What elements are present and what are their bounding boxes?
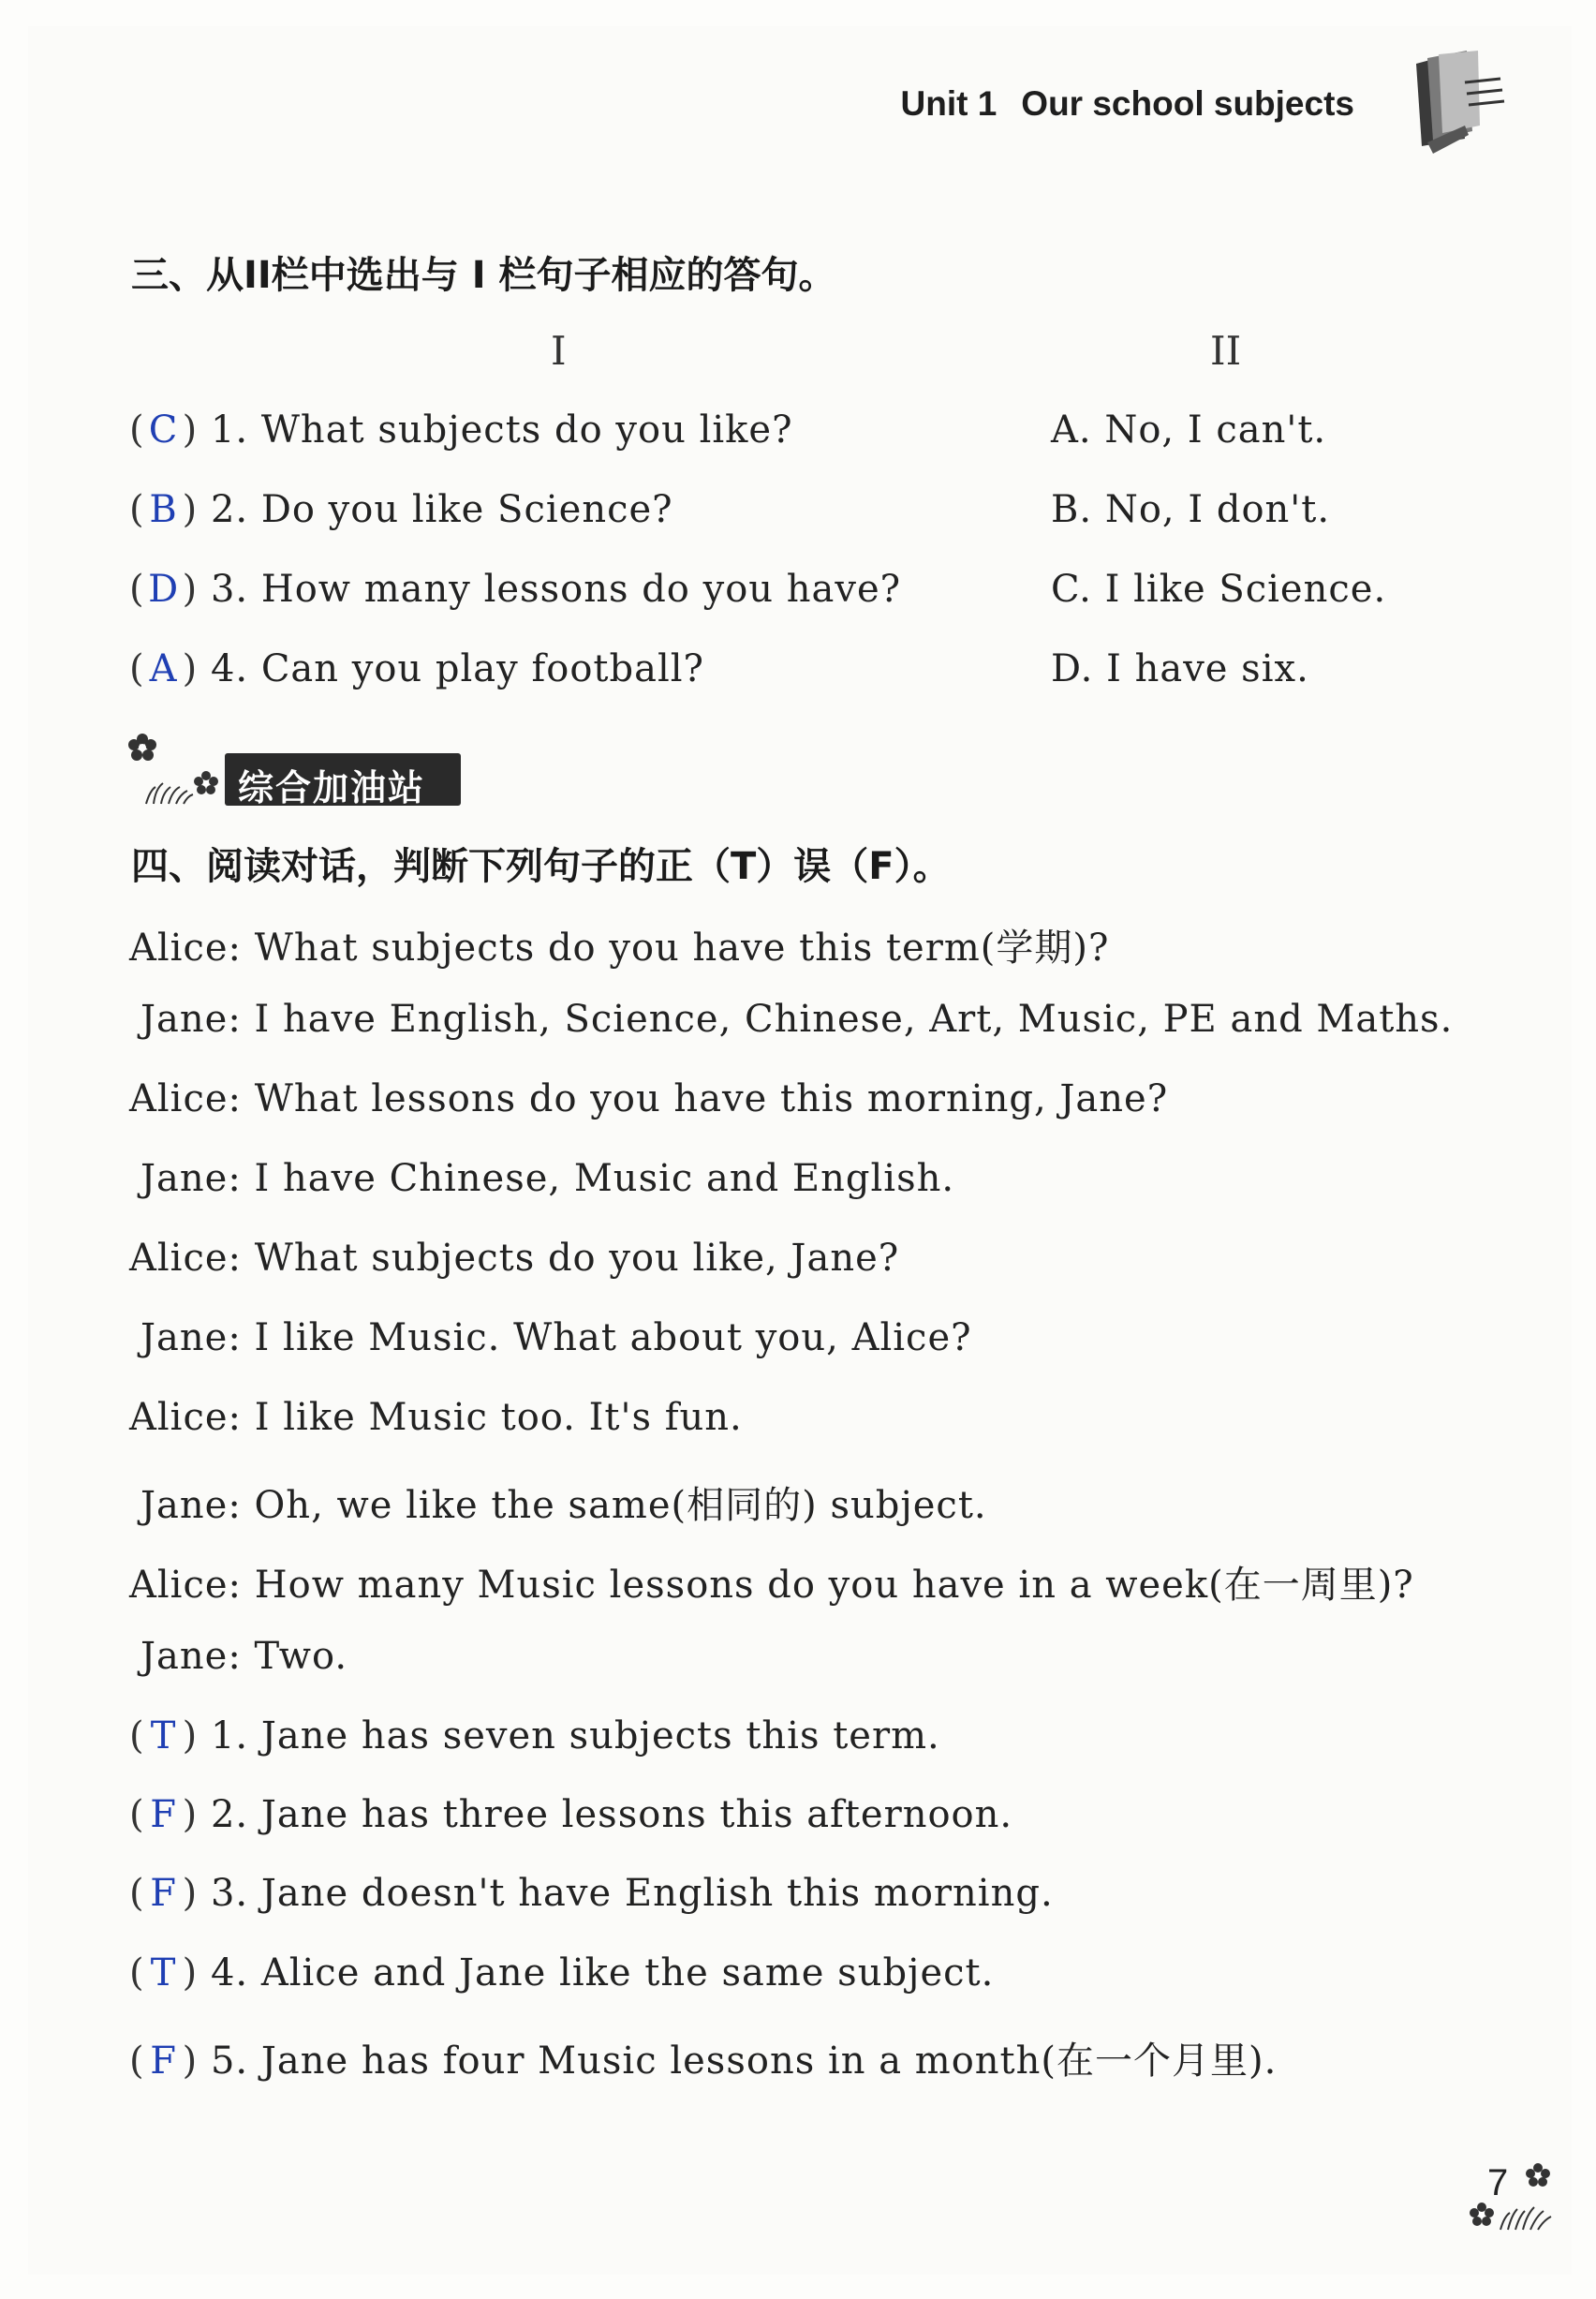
answer-mark: T [150, 1951, 177, 1995]
dialogue-line [140, 1635, 347, 1678]
speaker: Jane: [140, 1635, 242, 1678]
dialogue-text: How many Music lessons do you have in a week(在一周里)? [254, 1564, 1414, 1607]
speaker: Alice: [129, 1564, 243, 1607]
answer-mark: A [149, 647, 178, 690]
flower-grass-icon [127, 729, 225, 813]
dialogue-text: I have Chinese, Music and English. [254, 1157, 955, 1200]
flower-grass-icon [1461, 2155, 1574, 2239]
banner-label: 综合加油站 [238, 767, 426, 808]
statement-text: 4. Alice and Jane like the same subject. [210, 1951, 995, 1995]
dialogue-line [140, 1476, 987, 1529]
question-text: 3. How many lessons do you have? [210, 568, 902, 611]
statement-row: ( F ) 2. Jane has three lessons this afternoon. [129, 1793, 1013, 1836]
page-number: 7 [1487, 2162, 1509, 2203]
statement-row: ( F ) 3. Jane doesn't have English this morning. [129, 1872, 1054, 1915]
unit-header [901, 84, 1354, 124]
option-b: B. No, I don't. [1051, 488, 1331, 531]
dialogue-text: I like Music too. It's fun. [254, 1396, 743, 1439]
statement-text: 1. Jane has seven subjects this term. [210, 1714, 940, 1758]
dialogue-text: Two. [254, 1635, 348, 1678]
answer-mark: F [150, 2039, 177, 2083]
answer-mark: T [150, 1714, 177, 1758]
speaker: Alice: [129, 1237, 243, 1280]
question-row: ( B ) 2. Do you like Science? [129, 488, 673, 531]
dialogue-text: What lessons do you have this morning, Jane? [254, 1077, 1169, 1120]
answer-mark: B [149, 488, 178, 531]
section-banner [225, 753, 461, 806]
statement-text: 3. Jane doesn't have English this morning. [210, 1872, 1054, 1915]
speaker: Alice: [129, 927, 243, 970]
dialogue-line [129, 1237, 899, 1280]
dialogue-line [140, 998, 1453, 1041]
dialogue-text: What subjects do you like, Jane? [254, 1237, 900, 1280]
dialogue-line [129, 918, 1109, 972]
question-text: 1. What subjects do you like? [210, 408, 793, 452]
option-c: C. I like Science. [1051, 568, 1387, 611]
dialogue-line [140, 1157, 954, 1200]
answer-mark: F [150, 1793, 177, 1836]
option-d: D. I have six. [1051, 647, 1309, 690]
question-text: 2. Do you like Science? [210, 488, 673, 531]
question-row: (D) 3. How many lessons do you have? [129, 568, 902, 611]
section4-title: 四、阅读对话，判断下列句子的正（T）误（F）。 [131, 845, 951, 888]
dialogue-text: What subjects do you have this term(学期)? [254, 927, 1110, 970]
speaker: Alice: [129, 1396, 243, 1439]
statement-text: 5. Jane has four Music lessons in a month(在一个月里). [210, 2039, 1278, 2083]
unit-label: Unit 1 [900, 84, 998, 123]
dialogue-line [140, 1316, 972, 1359]
column-ii-heading: II [1210, 328, 1242, 374]
dialogue-line [129, 1077, 1168, 1120]
question-row: ( C ) 1. What subjects do you like? [129, 408, 793, 452]
statement-text: 2. Jane has three lessons this afternoon. [210, 1793, 1013, 1836]
section3-title: 三、从II栏中选出与 I 栏句子相应的答句。 [131, 254, 836, 297]
statement-row: ( F ) 5. Jane has four Music lessons in a month(在一个月里). [129, 2039, 1278, 2083]
speaker: Jane: [140, 998, 242, 1041]
dialogue-text: I have English, Science, Chinese, Art, Music, PE and Maths. [254, 998, 1454, 1041]
speaker: Jane: [140, 1157, 242, 1200]
dialogue-line [129, 1555, 1414, 1609]
dialogue-line [129, 1396, 743, 1439]
statement-row: ( T ) 1. Jane has seven subjects this term. [129, 1714, 940, 1758]
dialogue-text: I like Music. What about you, Alice? [254, 1316, 972, 1359]
speaker: Jane: [140, 1484, 242, 1527]
question-row: ( A ) 4. Can you play football? [129, 647, 704, 690]
option-a: A. No, I can't. [1051, 408, 1327, 452]
statement-row: ( T ) 4. Alice and Jane like the same subject. [129, 1951, 995, 1995]
answer-mark: C [148, 408, 179, 452]
unit-title: Our school subjects [1021, 84, 1354, 123]
column-i-heading: I [551, 328, 567, 374]
dialogue-text: Oh, we like the same(相同的) subject. [254, 1484, 987, 1527]
question-text: 4. Can you play football? [210, 647, 704, 690]
book-icon [1399, 45, 1512, 167]
speaker: Alice: [129, 1077, 243, 1120]
speaker: Jane: [140, 1316, 242, 1359]
page [28, 26, 1572, 2275]
answer-mark: D [148, 568, 180, 611]
answer-mark: F [150, 1872, 177, 1915]
